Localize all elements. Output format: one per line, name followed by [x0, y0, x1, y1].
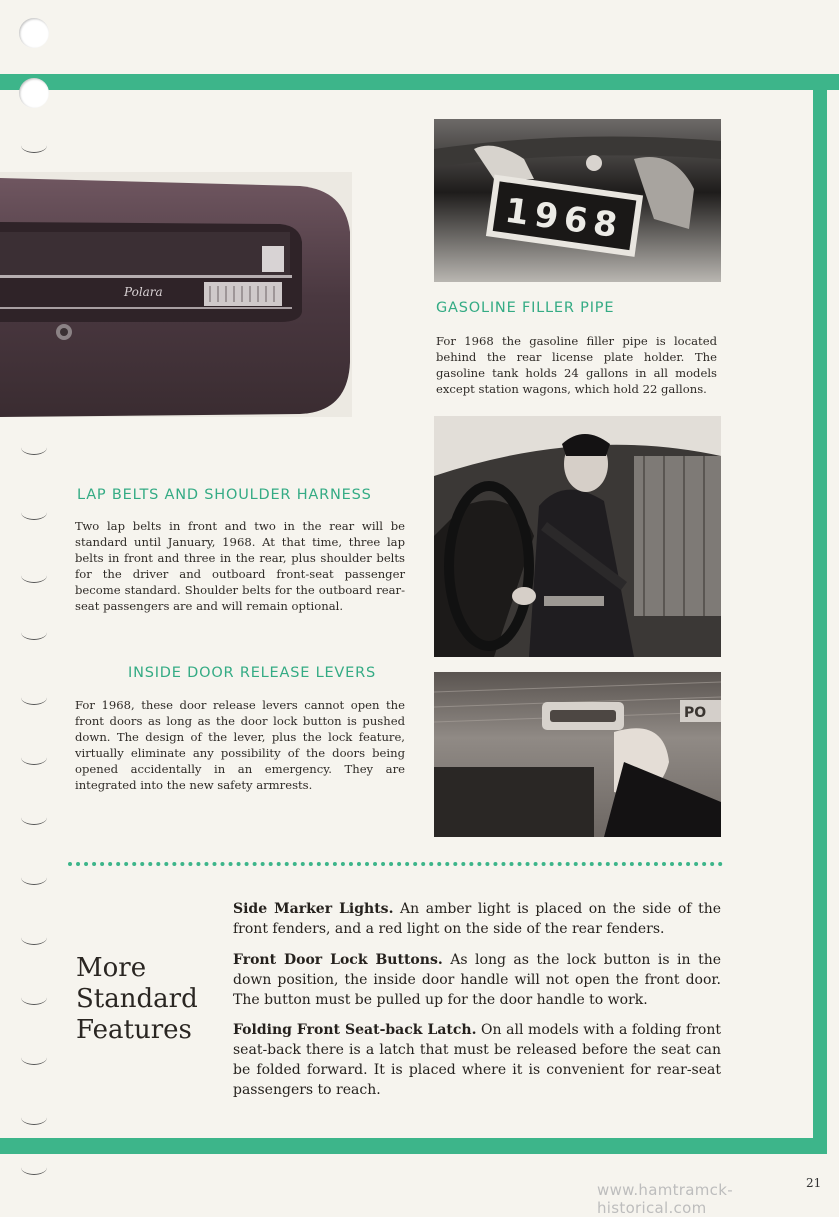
binder-mark: [21, 1050, 47, 1065]
dotted-divider: [68, 862, 723, 866]
feature-item: [233, 899, 721, 939]
binder-mark: [21, 870, 47, 885]
binder-mark: [21, 810, 47, 825]
lapbelts-heading: LAP BELTS AND SHOULDER HARNESS: [77, 487, 372, 503]
watermark: www.hamtramck-historical.com: [597, 1181, 733, 1217]
binder-mark: [21, 568, 47, 583]
binder-hole: [19, 18, 49, 48]
door-badge-text: PO: [684, 705, 707, 721]
door-lever-photo: [434, 672, 721, 837]
feature-text: On all models with a folding front seat-back there is a latch that must be released before the seat can be folded forward. It is placed where it is convenient for rear-seat passengers to reach.: [233, 1022, 721, 1098]
seatbelt-photo: [434, 416, 721, 657]
feature-title: Side Marker Lights.: [233, 901, 394, 917]
lapbelts-body: Two lap belts in front and two in the rear will be standard until January, 1968. At that time, three lap belts in front and three in the rear, plus shoulder belts for the driver and outboard front-seat passenger become standard. Shoulder belts for the outboard rear-seat passengers are and will remain optional.: [75, 519, 405, 613]
green-frame-right: [813, 74, 827, 1154]
license-plate-photo: [434, 119, 721, 282]
more-features-title: More Standard Features: [76, 953, 198, 1045]
binder-mark: [21, 1160, 47, 1175]
green-frame-bottom: [0, 1138, 827, 1154]
gasoline-body: For 1968 the gasoline filler pipe is located behind the rear license plate holder. The gasoline tank holds 24 gallons in all models except station wagons, which hold 22 gallons.: [436, 334, 717, 396]
polara-script: Polara: [124, 285, 163, 299]
dashboard-photo: [0, 172, 352, 417]
feature-title: Front Door Lock Buttons.: [233, 952, 443, 968]
page-number: 21: [806, 1176, 822, 1190]
license-plate-text: 1968: [502, 190, 626, 247]
feature-item: [233, 950, 721, 1010]
binder-mark: [21, 750, 47, 765]
binder-mark: [21, 690, 47, 705]
feature-text: An amber light is placed on the side of the front fenders, and a red light on the side of the rear fenders.: [233, 901, 722, 937]
binder-mark: [21, 505, 47, 520]
binder-mark: [21, 990, 47, 1005]
binder-mark: [21, 1110, 47, 1125]
binder-mark: [21, 625, 47, 640]
feature-item: [233, 1020, 721, 1100]
binder-mark: [21, 138, 47, 153]
green-frame-top: [0, 74, 839, 90]
gasoline-heading: GASOLINE FILLER PIPE: [436, 300, 615, 316]
feature-text: As long as the lock button is in the down position, the inside door handle will not open the front door. The button must be pulled up for the door handle to work.: [233, 952, 721, 1008]
feature-title: Folding Front Seat-back Latch.: [233, 1022, 477, 1038]
binder-mark: [21, 440, 47, 455]
binder-mark: [21, 930, 47, 945]
binder-hole: [19, 78, 49, 108]
door-levers-heading: INSIDE DOOR RELEASE LEVERS: [128, 665, 376, 681]
door-levers-body: For 1968, these door release levers cannot open the front doors as long as the door lock button is pushed down. The design of the lever, plus the lock feature, virtually eliminate any possibility of the doors being opened accidentally in an emergency. They are integrated into the new safety armrests.: [75, 698, 405, 792]
